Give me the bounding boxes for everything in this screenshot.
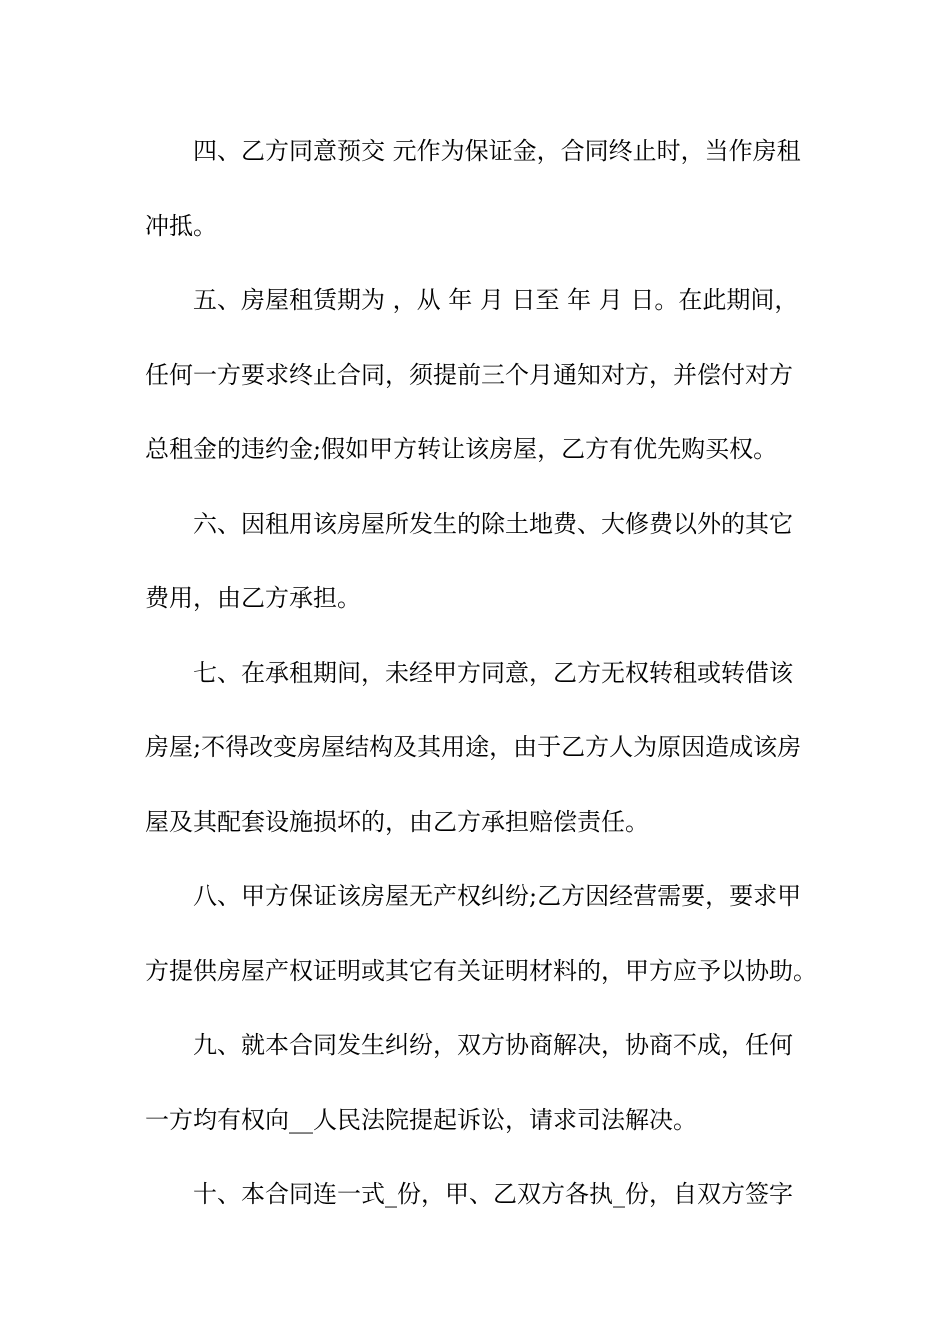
clause-5-line-3: 总租金的违约金;假如甲方转让该房屋，乙方有优先购买权。: [145, 435, 778, 463]
clause-7-line-1: 七、在承租期间，未经甲方同意，乙方无权转租或转借该: [193, 658, 793, 687]
clause-6-line-2: 费用，由乙方承担。: [145, 584, 361, 612]
clause-9-line-2: 一方均有权向__人民法院提起诉讼，请求司法解决。: [145, 1105, 697, 1134]
clause-5-line-1: 五、房屋租赁期为 ，从 年 月 日至 年 月 日。在此期间，: [193, 286, 799, 314]
clause-6-line-1: 六、因租用该房屋所发生的除土地费、大修费以外的其它: [193, 509, 793, 538]
clause-7-line-2: 房屋;不得改变房屋结构及其用途，由于乙方人为原因造成该房: [145, 733, 802, 761]
clause-9-line-1: 九、就本合同发生纠纷，双方协商解决，协商不成，任何: [193, 1031, 793, 1059]
contract-body: [145, 114, 817, 1232]
clause-4-line-1: 四、乙方同意预交 元作为保证金，合同终止时，当作房租: [193, 137, 801, 165]
clause-10-line-1: 十、本合同连一式_份，甲、乙双方各执_份，自双方签字: [193, 1180, 793, 1208]
clause-5-line-2: 任何一方要求终止合同，须提前三个月通知对方，并偿付对方: [145, 360, 793, 389]
clause-7-line-3: 屋及其配套设施损坏的，由乙方承担赔偿责任。: [145, 807, 649, 836]
clause-8-line-2: 方提供房屋产权证明或其它有关证明材料的，甲方应予以协助。: [145, 956, 817, 985]
clause-8-line-1: 八、甲方保证该房屋无产权纠纷;乙方因经营需要，要求甲: [193, 882, 802, 910]
clause-4-line-2: 冲抵。: [145, 211, 217, 240]
